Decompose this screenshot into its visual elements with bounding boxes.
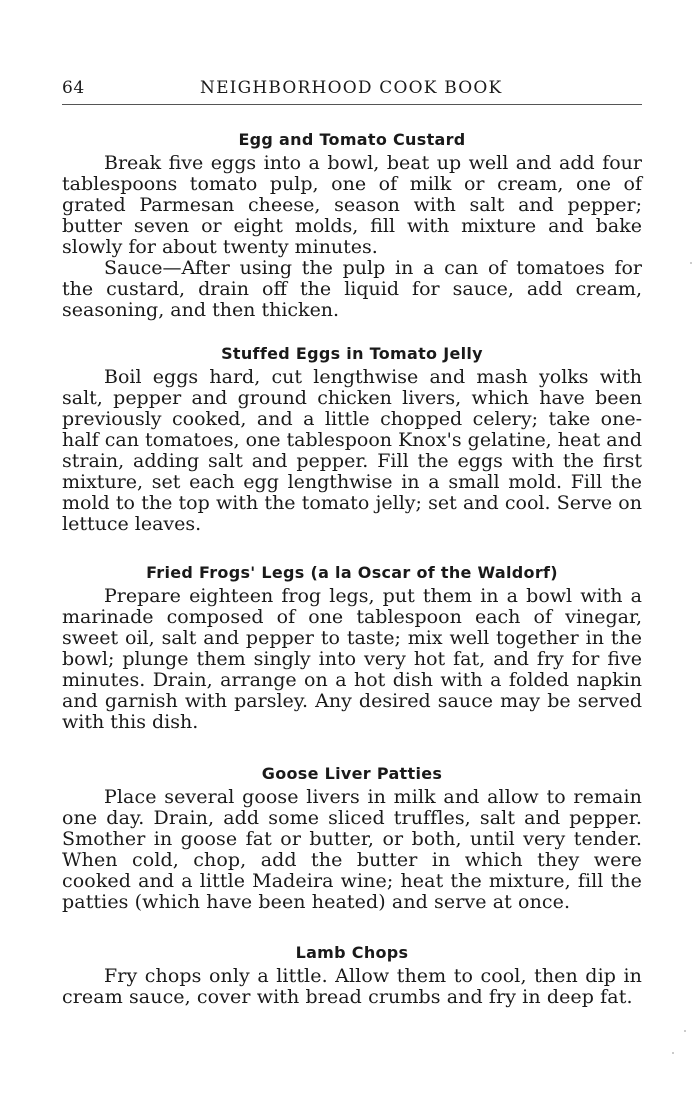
book-title: NEIGHBORHOOD COOK BOOK <box>200 78 503 98</box>
recipe-title: Goose Liver Patties <box>261 764 443 783</box>
recipe-paragraph: Place several goose livers in milk and allow to remain one day. Drain, add some sliced truffles, salt and pepper. Smother in goose fat or butter, or both, until very tender. When cold, chop, add the butter in which they were cooked and a little Madeira wine; heat the mixture, fill the patties (which have been heated) and serve at once. <box>62 786 642 913</box>
recipe-lamb-chops <box>62 943 642 1008</box>
recipe-goose-liver-patties <box>62 764 642 913</box>
recipe-title: Stuffed Eggs in Tomato Jelly <box>221 344 483 363</box>
recipe-title: Fried Frogs' Legs (a la Oscar of the Waldorf) <box>146 563 558 582</box>
recipe-paragraph: Prepare eighteen frog legs, put them in a bowl with a marinade composed of one tablespoon each of vinegar, sweet oil, salt and pepper to taste; mix well together in the bowl; plunge them singly into very hot fat, and fry for five minutes. Drain, arrange on a hot dish with a folded napkin and garnish with parsley. Any desired sauce may be served with this dish. <box>62 585 642 733</box>
paper-speck <box>684 1030 686 1032</box>
recipe-title: Egg and Tomato Custard <box>238 130 466 149</box>
recipe-paragraph: Sauce—After using the pulp in a can of tomatoes for the custard, drain off the liquid for sauce, add cream, seasoning, and then thicken. <box>62 257 642 321</box>
recipe-paragraph: Fry chops only a little. Allow them to cool, then dip in cream sauce, cover with bread crumbs and fry in deep fat. <box>62 965 642 1008</box>
recipe-fried-frogs-legs <box>62 563 642 733</box>
recipe-paragraph: Break five eggs into a bowl, beat up well and add four tablespoons tomato pulp, one of milk or cream, one of grated Parmesan cheese, season with salt and pepper; butter seven or eight molds, fill with mixture and bake slowly for about twenty minutes. <box>62 152 642 258</box>
paper-speck <box>690 262 692 264</box>
recipe-title: Lamb Chops <box>295 943 409 962</box>
running-header <box>62 78 642 105</box>
recipe-paragraph: Boil eggs hard, cut lengthwise and mash yolks with salt, pepper and ground chicken livers, which have been previously cooked, and a little chopped celery; take one-half can tomatoes, one tablespoon Knox's gelatine, heat and strain, adding salt and pepper. Fill the eggs with the first mixture, set each egg lengthwise in a small mold. Fill the mold to the top with the tomato jelly; set and cool. Serve on lettuce leaves. <box>62 366 642 535</box>
paper-speck <box>672 1052 674 1054</box>
recipe-egg-and-tomato-custard <box>62 130 642 321</box>
page-number: 64 <box>62 78 85 98</box>
recipe-stuffed-eggs-in-tomato-jelly <box>62 344 642 535</box>
